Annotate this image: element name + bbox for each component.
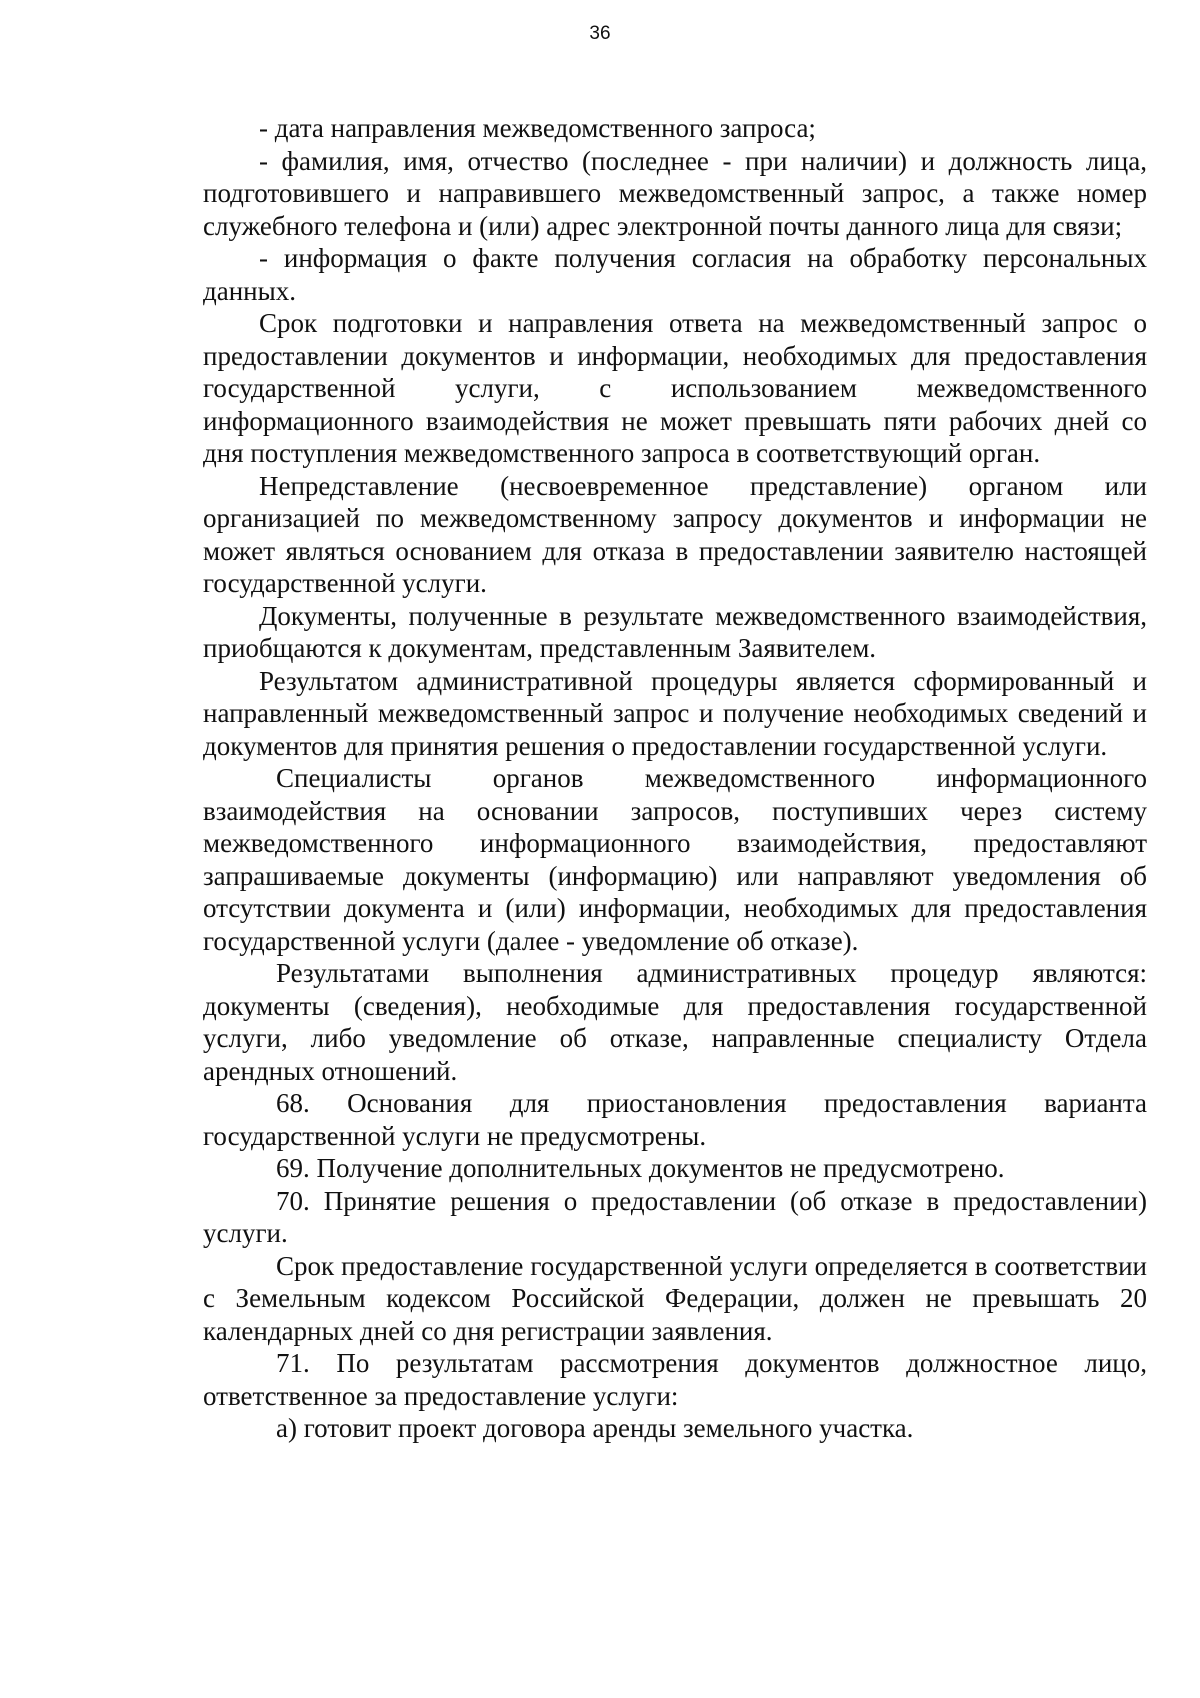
page-number: 36 [589, 23, 611, 44]
paragraph-item-71a: а) готовит проект договора аренды земельного участка. [276, 1413, 914, 1443]
document-body [203, 112, 1147, 1445]
paragraph-documents-attached: Документы, полученные в результате межведомственного взаимодействия, приобщаются к документам, представленным Заявителем. [203, 600, 1147, 663]
paragraph-procedure-result: Результатом административной процедуры является сформированный и направленный межведомственный запрос и получение необходимых сведений и документов для принятия решения о предоставлении государственной услуги. [203, 665, 1147, 761]
paragraph-non-submission: Непредставление (несвоевременное представление) органом или организацией по межведомственному запросу документов и информации не может являться основанием для отказа в предоставлении заявителю настоящей государственной услуги. [203, 470, 1147, 598]
paragraph-specialists: Специалисты органов межведомственного информационного взаимодействия на основании запросов, поступивших через систему межведомственного информационного взаимодействия, предоставляют запрашиваемые документы (информацию) или направляют уведомления об отсутствии документа и (или) информации, необходимых для предоставления государственной услуги (далее - уведомление об отказе). [203, 763, 1147, 956]
paragraph-service-term: Срок предоставление государственной услуги определяется в соответствии с Земельным кодексом Российской Федерации, должен не превышать 20 календарных дней со дня регистрации заявления. [203, 1250, 1147, 1346]
paragraph-item-68: 68. Основания для приостановления предоставления варианта государственной услуги не предусмотрены. [203, 1088, 1147, 1151]
paragraph-consent-info: - информация о факте получения согласия на обработку персональных данных. [203, 243, 1147, 306]
paragraph-response-deadline: Срок подготовки и направления ответа на межведомственный запрос о предоставлении документов и информации, необходимых для предоставления государственной услуги, с использованием межведомственного информационного взаимодействия не может превышать пяти рабочих дней со дня поступления межведомственного запроса в соответствующий орган. [203, 308, 1147, 468]
paragraph-item-69: 69. Получение дополнительных документов не предусмотрено. [276, 1153, 1005, 1183]
paragraph-request-date: - дата направления межведомственного запроса; [259, 113, 816, 143]
paragraph-procedure-results: Результатами выполнения административных процедур являются: документы (сведения), необходимые для предоставления государственной услуги, либо уведомление об отказе, направленные специалисту Отдела арендных отношений. [203, 958, 1147, 1086]
paragraph-item-70: 70. Принятие решения о предоставлении (об отказе в предоставлении) услуги. [203, 1185, 1147, 1248]
paragraph-requester-details: - фамилия, имя, отчество (последнее - при наличии) и должность лица, подготовившего и направившего межведомственный запрос, а также номер служебного телефона и (или) адрес электронной почты данного лица для связи; [203, 145, 1147, 241]
paragraph-item-71: 71. По результатам рассмотрения документов должностное лицо, ответственное за предоставление услуги: [203, 1348, 1147, 1411]
